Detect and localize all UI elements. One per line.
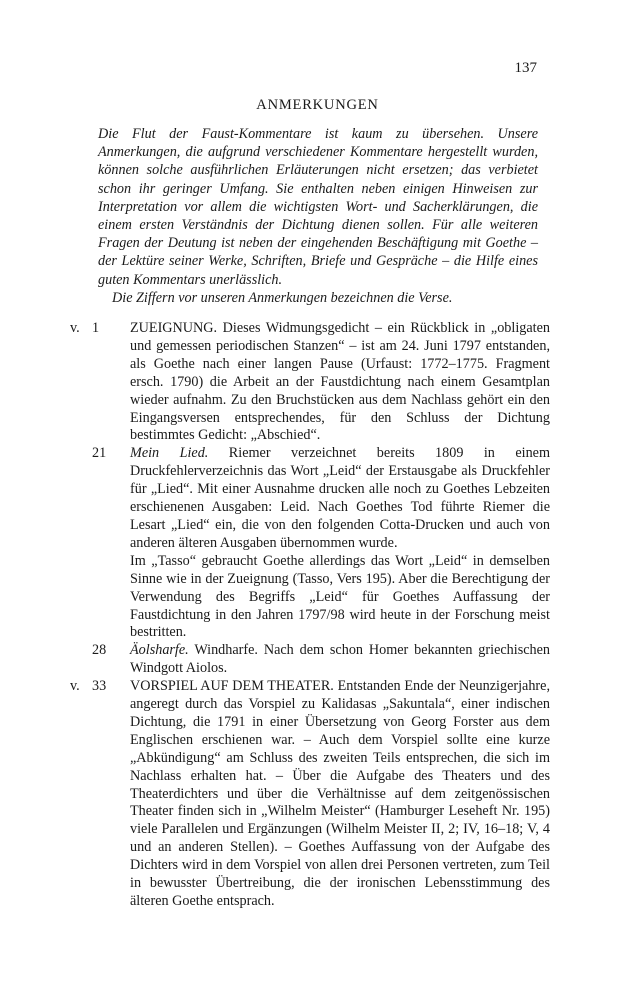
note-body (130, 642, 550, 678)
note-term: Äolsharfe. (130, 642, 189, 659)
intro-verse-note: Die Ziffern vor unseren Anmerkungen bezeichnen die Verse. (112, 289, 453, 306)
note-explanation: Windharfe. Nach dem schon Homer bekannten griechischen Windgott Aiolos. (130, 642, 550, 677)
note-term: VORSPIEL AUF DEM THEATER. (130, 678, 334, 695)
note-verse-33 (70, 678, 550, 911)
verse-number: 28 (92, 642, 107, 659)
note-text (130, 678, 550, 911)
note-continuation: Im „Tasso“ gebraucht Goethe allerdings das Wort „Leid“ in demselben Sinne wie in der Zueignung (Tasso, Vers 195). Aber die Berechtigung der Verwendung des Begriffs „Leid“ für Goethes Auffassung der Faustdichtung in den Jahren 1797/98 wird heute in der Forschung meist bestritten. (130, 552, 550, 641)
verse-marker (70, 445, 130, 642)
notes-list (70, 320, 550, 911)
note-term: ZUEIGNUNG. (130, 320, 218, 336)
verse-number: 33 (92, 678, 107, 695)
verse-number: 1 (92, 320, 100, 336)
verse-number: 21 (92, 445, 107, 462)
intro-paragraph: Die Flut der Faust-Kommentare ist kaum zu übersehen. Unsere Anmerkungen, die aufgrund verschiedener Kommentare hergestellt wurden, können solche ausführlichen Erläuterungen nicht ersetzen; das verbietet schon ihr geringer Umfang. Sie enthalten neben einigen Hinweisen zur Interpretation vor allem die wichtigsten Wort- und Sacherklärungen, die einem ersten Verständnis der Dichtung dienen sollen. Für alle weiteren Fragen der Deutung ist neben der eingehenden Beschäftigung mit Goethe – der Lektüre seiner Werke, Schriften, Briefe und Gespräche – die Hilfe eines guten Kommentars unerlässlich. (98, 126, 538, 288)
note-verse-1 (70, 320, 550, 445)
note-verse-21 (70, 445, 550, 642)
verse-marker (70, 320, 130, 445)
note-body (130, 445, 550, 642)
page-heading: ANMERKUNGEN (256, 97, 379, 113)
note-text (130, 445, 550, 552)
verse-marker (70, 642, 130, 678)
note-explanation: Dieses Widmungsgedicht – ein Rückblick in „obligaten und gemessen periodischen Stanzen“ – ist am 24. Juni 1797 entstanden, als Goethe nach einer langen Pause (Urfaust: 1772–1775. Fragment ersch. 1790) die Arbeit an der Faustdichtung nach einem Gesamtplan wieder aufnahm. Zu den Bruchstücken aus dem Nachlass gehört ein den Eingangsversen entsprechendes, für den Schluss der Dichtung bestimmtes Gedicht: „Abschied“. (130, 320, 550, 444)
note-text (130, 320, 550, 445)
note-body (130, 320, 550, 445)
verse-marker (70, 678, 130, 911)
note-explanation: Entstanden Ende der Neunzigerjahre, angeregt durch das Vorspiel zu Kalidasas „Sakuntala“, einer indischen Dichtung, die 1791 in einer Übersetzung von Georg Forster aus dem Englischen erschienen war. – Auch dem Vorspiel sollte eine kurze „Abkündigung“ am Schluss des zweiten Teils entsprechen, die sich im Nachlass erhalten hat. – Über die Aufgabe des Theaters und des Theaterdichters und über die Verhältnisse auf dem zeitgenössischen Theater finden sich in „Wilhelm Meister“ (Hamburger Leseheft Nr. 195) viele Parallelen und Ergänzungen (Wilhelm Meister II, 2; IV, 16–18; V, 4 und an anderen Stellen). – Goethes Auffassung von der Aufgabe des Dichters wird in dem Vorspiel von allen drei Personen vertreten, zum Teil in bewusster Übertreibung, die der ironischen Lebensstimmung des älteren Goethe entsprach. (130, 678, 550, 909)
verse-label: v. (70, 320, 80, 336)
note-term: Mein Lied. (130, 445, 209, 462)
note-body (130, 678, 550, 911)
intro-block (98, 125, 538, 307)
page-number: 137 (514, 60, 537, 76)
note-text (130, 642, 550, 678)
note-explanation: Riemer verzeichnet bereits 1809 in einem Druckfehlerverzeichnis das Wort „Leid“ der Erstausgabe als Druckfehler für „Lied“. Mit einer Ausnahme drucken alle noch zu Goethes Lebzeiten erschienenen Ausgaben: Leid. Nach Goethes Tod führte Riemer die Lesart „Lied“ ein, die von den folgenden Cotta-Drucken und auch von anderen älteren Ausgaben übernommen wurde. (130, 445, 550, 551)
verse-label: v. (70, 678, 80, 695)
note-verse-28 (70, 642, 550, 678)
